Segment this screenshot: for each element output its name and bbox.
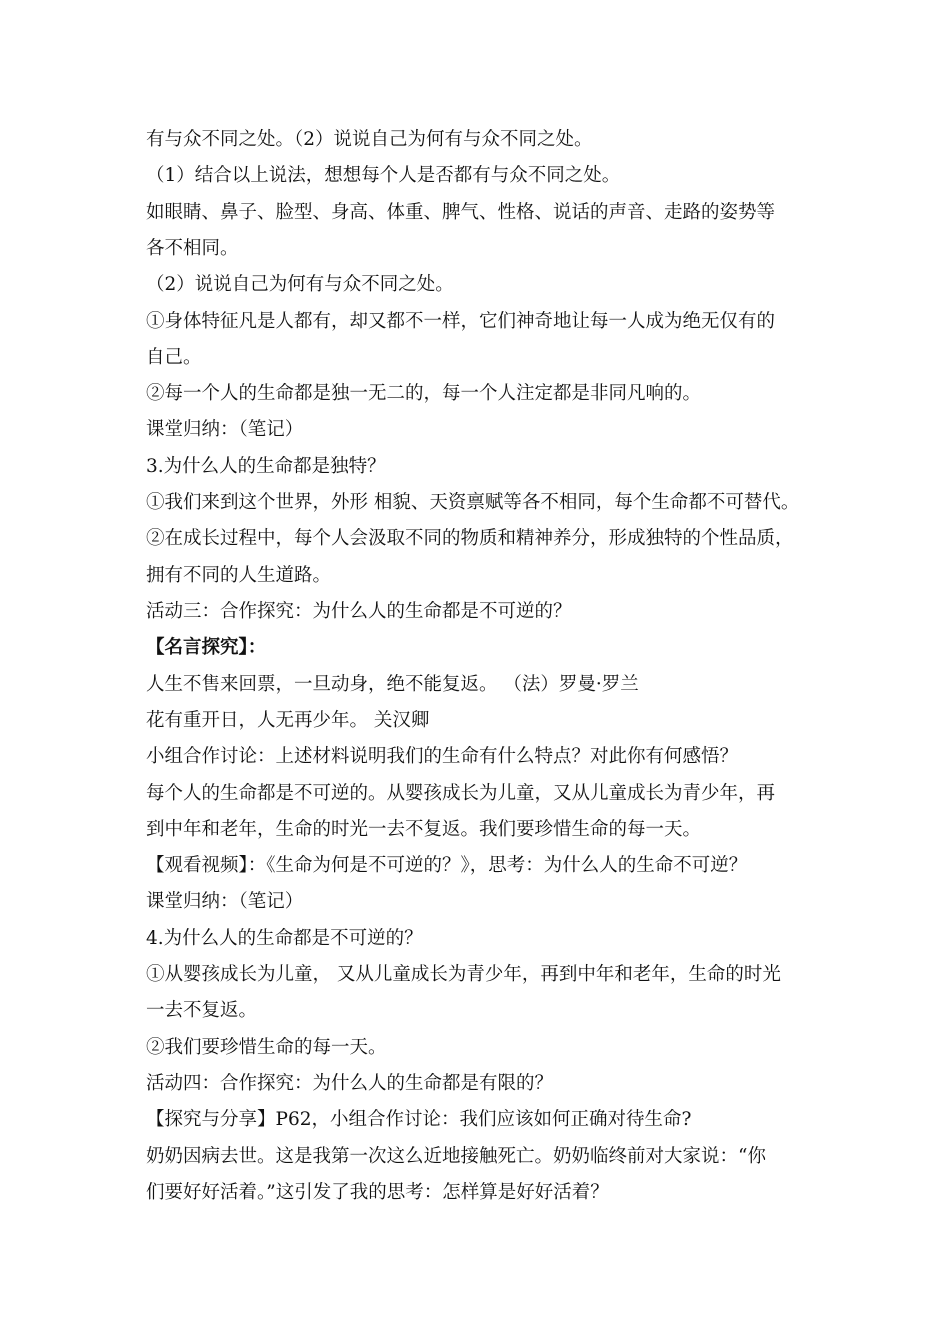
explore-line: 【探究与分享】P62，小组合作讨论：我们应该如何正确对待生命?: [146, 1109, 692, 1130]
text-line: 一去不复返。: [146, 1000, 258, 1021]
activity-heading: 活动三：合作探究：为什么人的生命都是不可逆的？: [146, 601, 572, 622]
text-line: 奶奶因病去世。这是我第一次这么近地接触死亡。奶奶临终前对大家说：“你: [146, 1146, 766, 1167]
text-line: 自己。: [146, 347, 202, 368]
text-line: ①从婴孩成长为儿童， 又从儿童成长为青少年，再到中年和老年，生命的时光: [146, 964, 781, 985]
text-line: （1）结合以上说法，想想每个人是否都有与众不同之处。: [146, 165, 621, 186]
text-line: 有与众不同之处。（2）说说自己为何有与众不同之处。: [146, 129, 593, 150]
text-line: 拥有不同的人生道路。: [146, 565, 332, 586]
video-line: 【观看视频】：《生命为何是不可逆的？》，思考：为什么人的生命不可逆？: [146, 855, 748, 876]
text-line: ②每一个人的生命都是独一无二的，每一个人注定都是非同凡响的。: [146, 383, 702, 404]
text-line: ①我们来到这个世界，外形 相貌、天资禀赋等各不相同，每个生命都不可替代。: [146, 492, 800, 513]
text-line: ②我们要珍惜生命的每一天。: [146, 1037, 387, 1058]
text-line: 课堂归纳：（笔记）: [146, 419, 304, 440]
text-line: ①身体特征凡是人都有，却又都不一样，它们神奇地让每一人成为绝无仅有的: [146, 311, 776, 332]
quote-line: 人生不售来回票，一旦动身，绝不能复返。 （法）罗曼·罗兰: [146, 674, 639, 695]
text-line: 各不相同。: [146, 238, 239, 259]
activity-heading: 活动四：合作探究：为什么人的生命都是有限的？: [146, 1073, 554, 1094]
text-line: 们要好好活着。”这引发了我的思考：怎样算是好好活着？: [146, 1182, 609, 1203]
quote-line: 花有重开日，人无再少年。 关汉卿: [146, 710, 430, 731]
text-line: 小组合作讨论：上述材料说明我们的生命有什么特点？对此你有何感悟？: [146, 746, 739, 767]
text-line: （2）说说自己为何有与众不同之处。: [146, 274, 454, 295]
quote-heading: 【名言探究】：: [146, 637, 267, 658]
text-line: 课堂归纳：（笔记）: [146, 891, 304, 912]
section-heading: 3.为什么人的生命都是独特？: [146, 456, 386, 477]
text-line: 到中年和老年，生命的时光一去不复返。我们要珍惜生命的每一天。: [146, 819, 702, 840]
text-line: ②在成长过程中，每个人会汲取不同的物质和精神养分，形成独特的个性品质，: [146, 528, 794, 549]
section-heading: 4.为什么人的生命都是不可逆的？: [146, 928, 423, 949]
text-line: 如眼睛、鼻子、脸型、身高、体重、脾气、性格、说话的声音、走路的姿势等: [146, 202, 776, 223]
text-line: 每个人的生命都是不可逆的。从婴孩成长为儿童，又从儿童成长为青少年，再: [146, 783, 776, 804]
